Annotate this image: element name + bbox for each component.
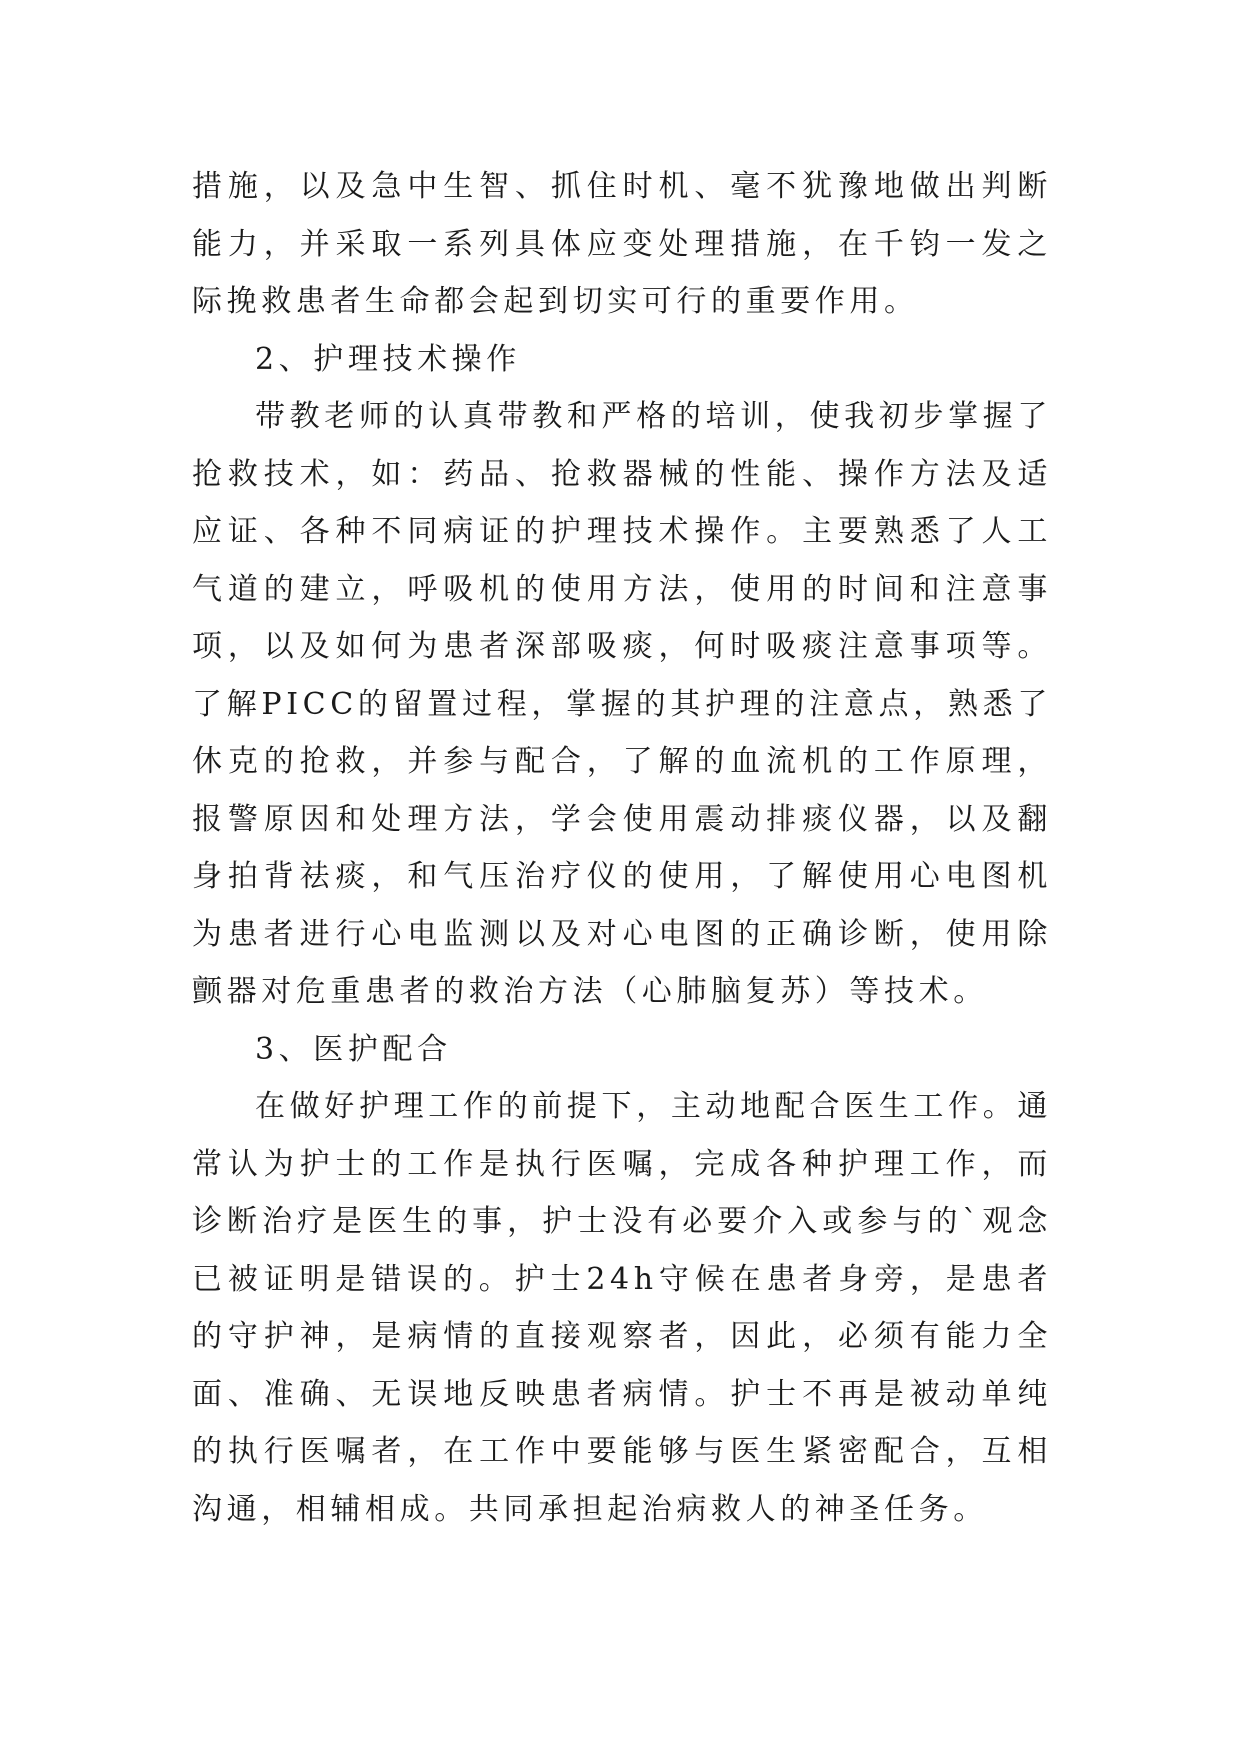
paragraph-continuation: 措施，以及急中生智、抓住时机、毫不犹豫地做出判断能力，并采取一系列具体应变处理措施，在千钧一发之际挽救患者生命都会起到切实可行的重要作用。 — [192, 169, 1052, 319]
section-heading-medical-cooperation: 3、医护配合 — [255, 1031, 452, 1067]
document-page — [192, 158, 1052, 1538]
paragraph-nursing-technique: 带教老师的认真带教和严格的培训，使我初步掌握了抢救技术，如：药品、抢救器械的性能、操作方法及适应证、各种不同病证的护理技术操作。主要熟悉了人工气道的建立，呼吸机的使用方法，使用的时间和注意事项，以及如何为患者深部吸痰，何时吸痰注意事项等。了解PICC的留置过程，掌握的其护理的注意点，熟悉了休克的抢救，并参与配合，了解的血流机的工作原理，报警原因和处理方法，学会使用震动排痰仪器，以及翻身拍背祛痰，和气压治疗仪的使用，了解使用心电图机为患者进行心电监测以及对心电图的正确诊断，使用除颤器对危重患者的救治方法（心肺脑复苏）等技术。 — [192, 399, 1052, 1009]
paragraph-medical-cooperation: 在做好护理工作的前提下，主动地配合医生工作。通常认为护士的工作是执行医嘱，完成各种护理工作，而诊断治疗是医生的事，护士没有必要介入或参与的`观念已被证明是错误的。护士24h守候在患者身旁，是患者的守护神，是病情的直接观察者，因此，必须有能力全面、准确、无误地反映患者病情。护士不再是被动单纯的执行医嘱者，在工作中要能够与医生紧密配合，互相沟通，相辅相成。共同承担起治病救人的神圣任务。 — [192, 1089, 1052, 1527]
section-heading-nursing-technique: 2、护理技术操作 — [255, 341, 521, 377]
